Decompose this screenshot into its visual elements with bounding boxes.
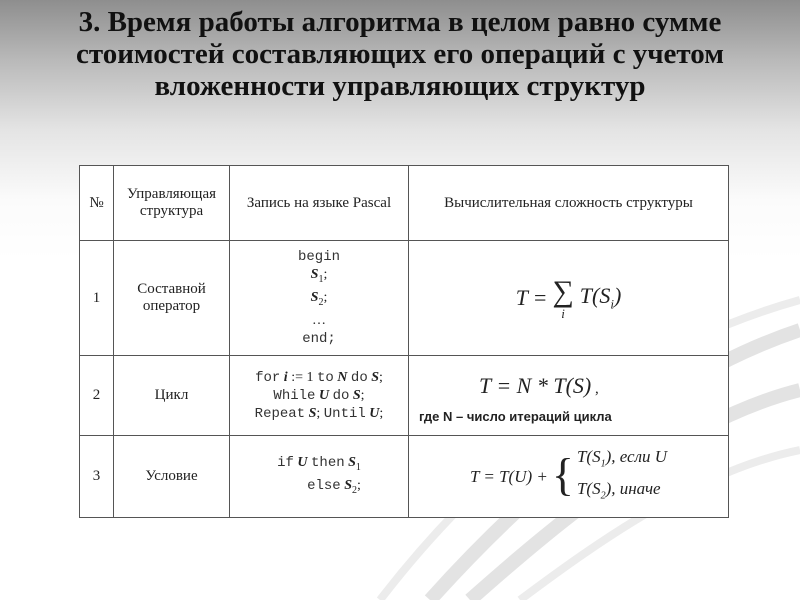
kw-until: Until	[323, 405, 366, 422]
header-number: №	[80, 166, 114, 241]
loop-note: где N – число итераций цикла	[419, 409, 612, 424]
formula-lhs: T	[515, 285, 528, 310]
cond-u: U	[369, 405, 380, 421]
complexity-formula	[409, 436, 729, 518]
row-structure: Условие	[114, 436, 230, 518]
var-i: i	[283, 369, 288, 385]
stmt-s2: S	[344, 477, 352, 493]
pascal-code	[230, 436, 409, 518]
cond-u: U	[297, 454, 308, 470]
complexity-formula	[409, 356, 729, 436]
var-n: N	[337, 369, 348, 385]
ellipsis: …	[312, 312, 326, 328]
kw-do: do	[332, 387, 350, 404]
stmt-s2: S	[310, 290, 319, 305]
kw-else: else	[307, 477, 341, 494]
kw-end: end;	[302, 330, 336, 347]
formula-body: T(S	[579, 283, 611, 309]
sub-1: 1	[355, 461, 361, 473]
case1-sub: 1	[600, 458, 606, 470]
header-structure: Управляющая структура	[114, 166, 230, 241]
row-number: 2	[80, 356, 114, 436]
table-row	[80, 436, 729, 518]
semicolon: ;	[357, 477, 361, 493]
kw-if: if	[277, 454, 294, 471]
brace-icon: {	[551, 448, 574, 500]
semicolon: ;	[316, 405, 321, 421]
table-header-row	[80, 166, 729, 241]
stmt-s: S	[371, 369, 380, 385]
sub-1: 1	[318, 274, 324, 285]
row-number: 1	[80, 241, 114, 356]
complexity-formula	[409, 241, 729, 356]
header-pascal: Запись на языке Pascal	[230, 166, 409, 241]
formula-comma: ,	[595, 381, 599, 397]
slide-title: 3. Время работы алгоритма в целом равно сумме стоимостей составляющих его операций с учетом вложенности управляющих структур	[75, 6, 724, 102]
formula-eq: =	[533, 285, 547, 310]
semicolon: ;	[360, 387, 365, 403]
loop-formula: T = N * T(S)	[479, 373, 592, 398]
case-else	[577, 477, 667, 508]
table-row	[80, 241, 729, 356]
semicolon: ;	[379, 405, 384, 421]
cond-u: U	[318, 387, 330, 403]
sum-symbol: ∑	[552, 274, 574, 308]
stmt-s: S	[308, 405, 317, 421]
pascal-code: begin $S_1$; $S_2$; … end;	[230, 241, 409, 356]
sub-2: 2	[318, 296, 324, 308]
kw-begin: begin	[297, 249, 340, 266]
case1-tail: ), если U	[605, 447, 668, 467]
stmt-s1: S	[310, 267, 319, 283]
table-row	[80, 356, 729, 436]
assign: := 1	[291, 369, 314, 385]
formula-sub: i	[610, 296, 614, 312]
kw-then: then	[311, 454, 345, 471]
kw-repeat: Repeat	[254, 405, 306, 422]
kw-to: to	[316, 369, 334, 386]
stmt-s1: S	[348, 454, 356, 470]
sub-2: 2	[352, 484, 357, 496]
sum-index: i	[561, 305, 565, 321]
case2-tail: ), иначе	[605, 478, 661, 498]
case1-head: T(S	[576, 447, 601, 467]
kw-while: While	[273, 387, 316, 404]
stmt-s: S	[352, 387, 361, 403]
row-structure: Составной оператор	[114, 241, 230, 356]
cond-formula-lhs: T = T(U) +	[469, 466, 548, 486]
complexity-table	[79, 165, 729, 518]
kw-do: do	[350, 369, 368, 386]
case2-sub: 2	[600, 489, 606, 501]
kw-for: for	[255, 369, 281, 386]
pascal-code	[230, 356, 409, 436]
row-number: 3	[80, 436, 114, 518]
formula-close: )	[613, 283, 622, 309]
semicolon: ;	[379, 369, 383, 385]
case2-head: T(S	[576, 478, 601, 498]
case-then	[577, 445, 667, 476]
header-complexity: Вычислительная сложность структуры	[409, 166, 729, 241]
row-structure: Цикл	[114, 356, 230, 436]
